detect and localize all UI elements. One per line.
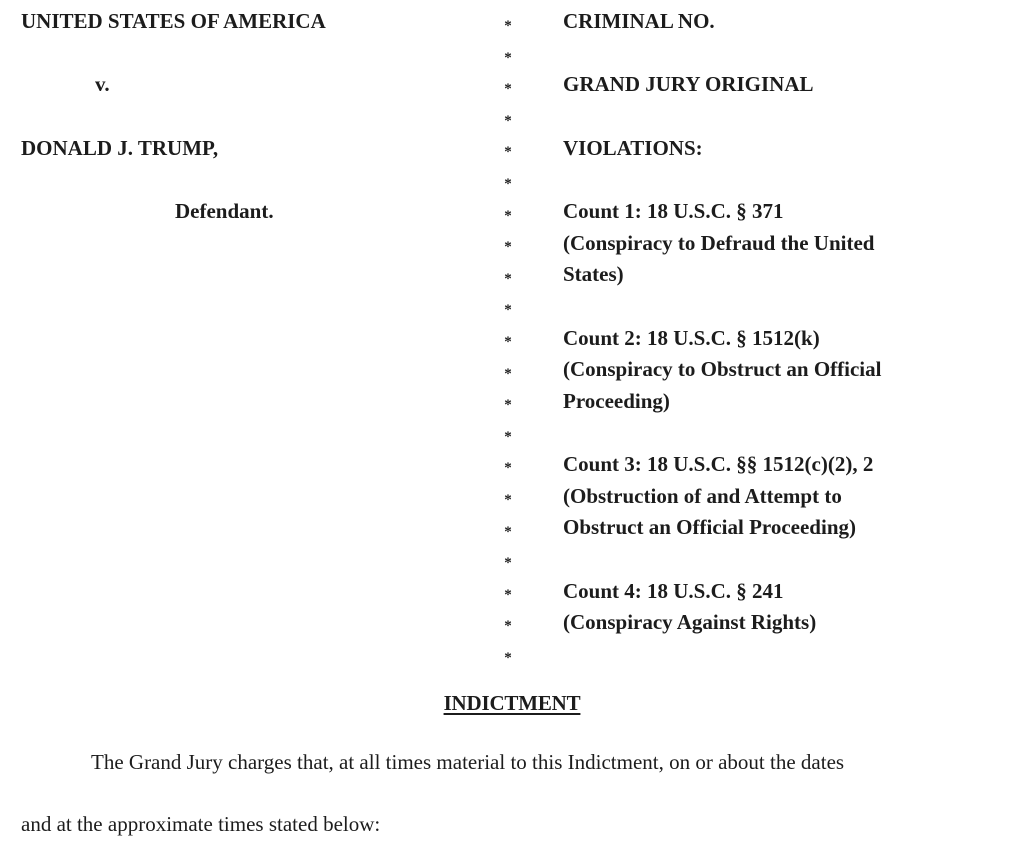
- count-4-statute: Count 4: 18 U.S.C. § 241: [563, 579, 784, 603]
- divider-star: *: [504, 112, 512, 129]
- divider-star: *: [504, 18, 512, 34]
- divider-star: *: [504, 207, 512, 224]
- count-3-description: Obstruct an Official Proceeding): [563, 515, 856, 539]
- indictment-paragraph-line-1: The Grand Jury charges that, at all times material to this Indictment, on or about the dates: [91, 750, 845, 774]
- count-2-statute: Count 2: 18 U.S.C. § 1512(k): [563, 326, 820, 350]
- violations-heading: VIOLATIONS:: [563, 136, 703, 160]
- count-1-description: States): [563, 262, 624, 286]
- divider-star: *: [504, 175, 512, 192]
- divider-star: *: [504, 649, 512, 666]
- indictment-title-text: INDICTMENT: [443, 691, 581, 715]
- plaintiff-name: UNITED STATES OF AMERICA: [21, 9, 326, 33]
- count-3-statute: Count 3: 18 U.S.C. §§ 1512(c)(2), 2: [563, 452, 874, 476]
- divider-star: *: [504, 333, 512, 350]
- divider-star: *: [504, 586, 512, 603]
- divider-star: *: [504, 618, 512, 635]
- divider-star: *: [504, 555, 512, 572]
- divider-star: *: [504, 239, 512, 256]
- count-2-description: (Conspiracy to Obstruct an Official: [563, 357, 882, 381]
- count-1-description: (Conspiracy to Defraud the United: [563, 231, 875, 255]
- divider-star: *: [504, 302, 512, 319]
- divider-star: *: [504, 49, 512, 66]
- count-3-description: (Obstruction of and Attempt to: [563, 484, 842, 508]
- grand-jury-label: GRAND JURY ORIGINAL: [563, 72, 814, 96]
- star-divider: [501, 11, 515, 674]
- indictment-title: [0, 693, 1024, 714]
- count-2-description: Proceeding): [563, 389, 670, 413]
- divider-star: *: [504, 144, 512, 161]
- defendant-name: DONALD J. TRUMP,: [21, 136, 219, 160]
- divider-star: *: [504, 428, 512, 445]
- divider-star: *: [504, 491, 512, 508]
- count-1-statute: Count 1: 18 U.S.C. § 371: [563, 199, 784, 223]
- defendant-label: Defendant.: [175, 199, 274, 223]
- divider-star: *: [504, 523, 512, 540]
- divider-star: *: [504, 397, 512, 414]
- divider-star: *: [504, 365, 512, 382]
- indictment-paragraph-line-2: and at the approximate times stated below:: [21, 812, 381, 836]
- criminal-number: CRIMINAL NO.: [563, 9, 715, 33]
- versus-label: v.: [95, 72, 110, 96]
- count-4-description: (Conspiracy Against Rights): [563, 610, 817, 634]
- divider-star: *: [504, 81, 512, 98]
- divider-star: *: [504, 460, 512, 477]
- divider-star: *: [504, 270, 512, 287]
